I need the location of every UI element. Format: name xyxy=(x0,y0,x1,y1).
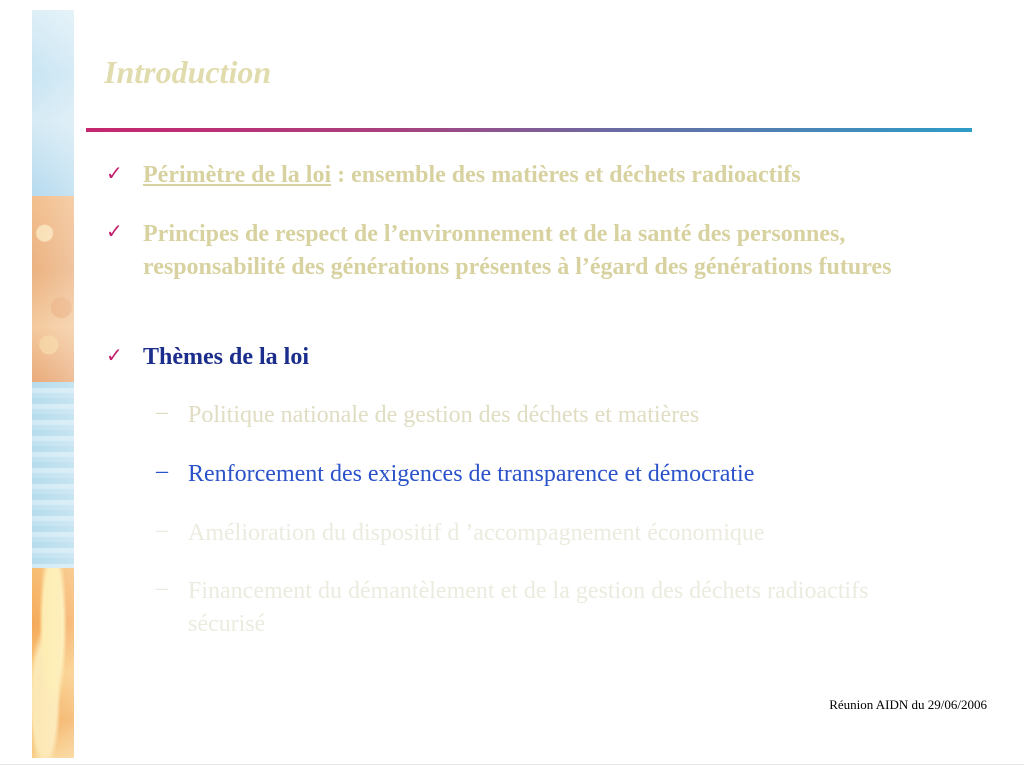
slide-footer: Réunion AIDN du 29/06/2006 xyxy=(829,697,987,712)
dash-icon: – xyxy=(156,517,168,543)
dash-icon: – xyxy=(156,399,168,425)
sub-bullet-politique: Politique nationale de gestion des déchets et matières xyxy=(188,402,700,428)
checkmark-icon: ✓ xyxy=(106,219,123,243)
bullet-lead: Périmètre de la loi xyxy=(143,162,332,188)
sub-bullet-financement: Financement du démantèlement et de la gestion des déchets radioactifs sécurisé xyxy=(188,578,869,637)
dash-icon: – xyxy=(156,575,168,601)
bullet-themes: Thèmes de la loi xyxy=(143,344,309,370)
bullet-perimetre xyxy=(143,159,943,192)
slide-title: Introduction xyxy=(104,54,272,90)
checkmark-icon: ✓ xyxy=(106,343,123,367)
bullet-text: : ensemble des matières et déchets radioactifs xyxy=(331,162,801,188)
bullet-principes: Principes de respect de l’environnement et de la santé des personnes, responsabilité des générations présentes à l’égard des générations futures xyxy=(143,221,892,280)
sub-bullet-accompagnement: Amélioration du dispositif d ’accompagnement économique xyxy=(188,520,765,546)
sub-bullet-transparence: Renforcement des exigences de transparence et démocratie xyxy=(188,461,755,487)
checkmark-icon: ✓ xyxy=(106,161,123,185)
dash-icon: – xyxy=(156,458,168,484)
bottom-divider xyxy=(0,764,1024,765)
